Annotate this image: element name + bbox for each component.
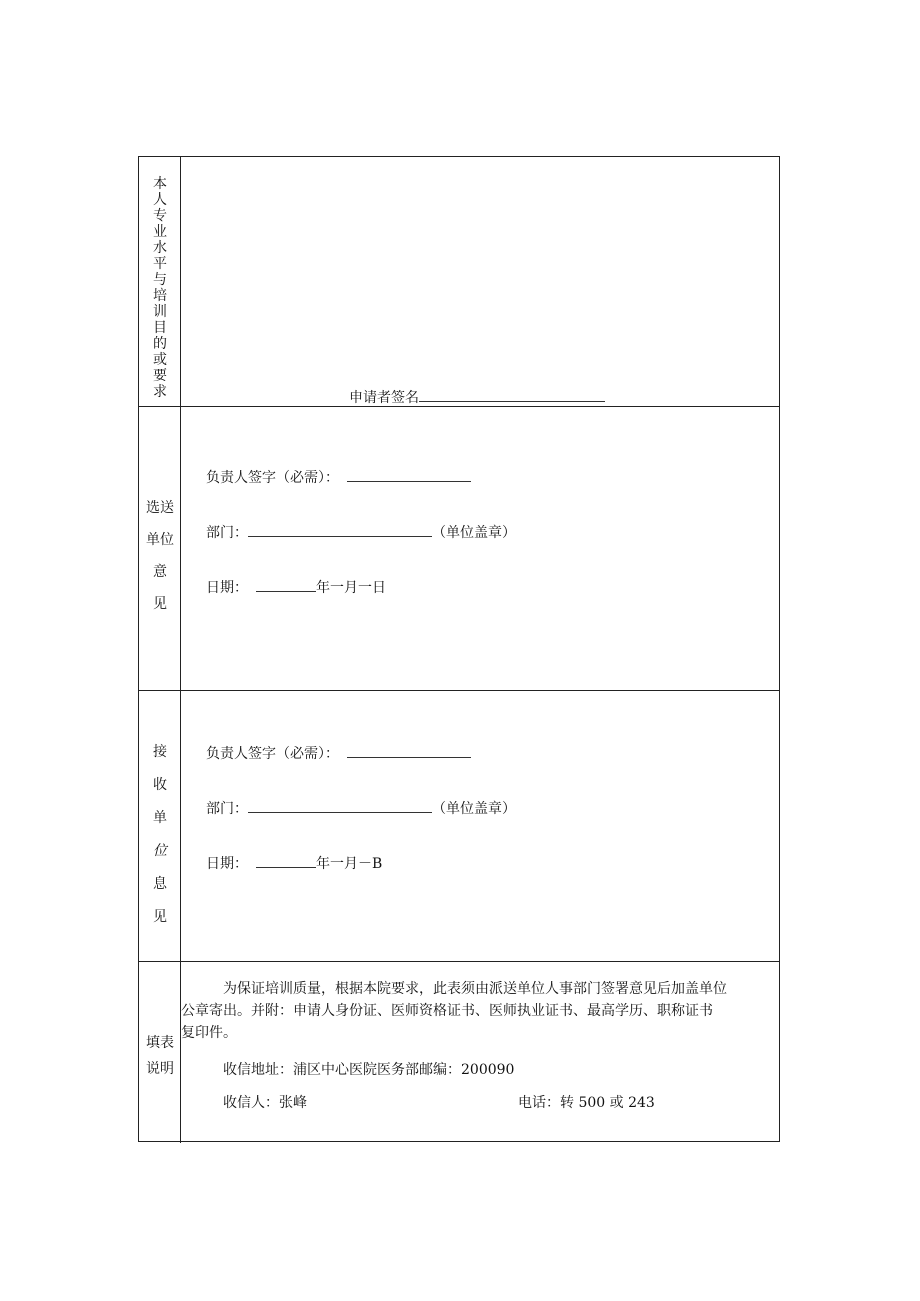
leader-signature-label: 负责人签字（必需）：: [206, 746, 339, 762]
label-char: 平: [153, 256, 167, 272]
label-char: 专: [153, 208, 167, 224]
contact-phone: 电话：转 500 或 243: [518, 1095, 655, 1111]
date-units: 年一月－B: [316, 856, 383, 872]
section-label-column: [139, 407, 181, 690]
label-char: 目: [153, 320, 167, 336]
instructions-line: 复印件。: [181, 1025, 237, 1041]
section-content: [181, 691, 779, 961]
date-year-field[interactable]: [256, 579, 316, 592]
leader-signature-field[interactable]: [347, 469, 471, 482]
department-field[interactable]: [248, 524, 432, 537]
label-char: 培: [153, 288, 167, 304]
section-filling-instructions: [139, 962, 779, 1143]
section-content[interactable]: [181, 157, 779, 406]
department-label: 部门：: [206, 801, 248, 817]
label-char: 见: [153, 596, 167, 612]
section-content: [181, 407, 779, 690]
label-char: 求: [153, 384, 167, 400]
date-label: 日期：: [206, 580, 248, 596]
department-line: [206, 798, 516, 818]
leader-signature-field[interactable]: [347, 745, 471, 758]
label-char: 本: [153, 176, 167, 192]
label-char: 水: [153, 240, 167, 256]
department-label: 部门：: [206, 525, 248, 541]
label-char: 或: [153, 352, 167, 368]
section-sending-unit-opinion: [139, 407, 779, 691]
date-units: 年一月一日: [316, 580, 386, 596]
leader-signature-line: [206, 467, 471, 487]
department-field[interactable]: [248, 800, 432, 813]
department-stamp-note: （单位盖章）: [432, 525, 516, 541]
label-char: 选送: [146, 500, 174, 516]
leader-signature-line: [206, 743, 471, 763]
department-stamp-note: （单位盖章）: [432, 801, 516, 817]
label-char: 填表: [146, 1035, 174, 1051]
contact-person: 收信人：张峰: [223, 1095, 307, 1111]
label-char: 位: [153, 843, 167, 859]
section-professional-level: [139, 157, 779, 407]
section-label-column: [139, 157, 181, 406]
label-char: 要: [153, 368, 167, 384]
label-char: 业: [153, 224, 167, 240]
section-label-column: [139, 962, 181, 1143]
label-char: 说明: [146, 1061, 174, 1077]
applicant-signature-line: [349, 387, 605, 407]
leader-signature-label: 负责人签字（必需）：: [206, 470, 339, 486]
department-line: [206, 522, 516, 542]
label-char: 息: [153, 876, 167, 892]
label-char: 接: [153, 744, 167, 760]
instructions-line: 公章寄出。并附：申请人身份证、医师资格证书、医师执业证书、最高学历、职称证书: [181, 1003, 713, 1019]
label-char: 的: [153, 336, 167, 352]
training-application-form: [138, 156, 780, 1142]
label-char: 单: [153, 810, 167, 826]
applicant-signature-label: 申请者签名: [349, 390, 419, 406]
mailing-address: 收信地址：浦区中心医院医务部邮编：200090: [223, 1062, 515, 1078]
instructions-line: 为保证培训质量，根据本院要求，此表须由派送单位人事部门签署意见后加盖单位: [223, 981, 727, 997]
section-content: [181, 962, 779, 1143]
section-label-column: [139, 691, 181, 961]
date-label: 日期：: [206, 856, 248, 872]
section-receiving-unit-opinion: [139, 691, 779, 962]
label-char: 见: [153, 909, 167, 925]
date-year-field[interactable]: [256, 855, 316, 868]
label-char: 训: [153, 304, 167, 320]
applicant-signature-field[interactable]: [419, 389, 605, 402]
label-char: 单位: [146, 532, 174, 548]
label-char: 意: [153, 564, 167, 580]
label-char: 收: [153, 777, 167, 793]
date-line: [206, 853, 382, 873]
date-line: [206, 577, 386, 597]
label-char: 人: [153, 192, 167, 208]
label-char: 与: [153, 272, 167, 288]
